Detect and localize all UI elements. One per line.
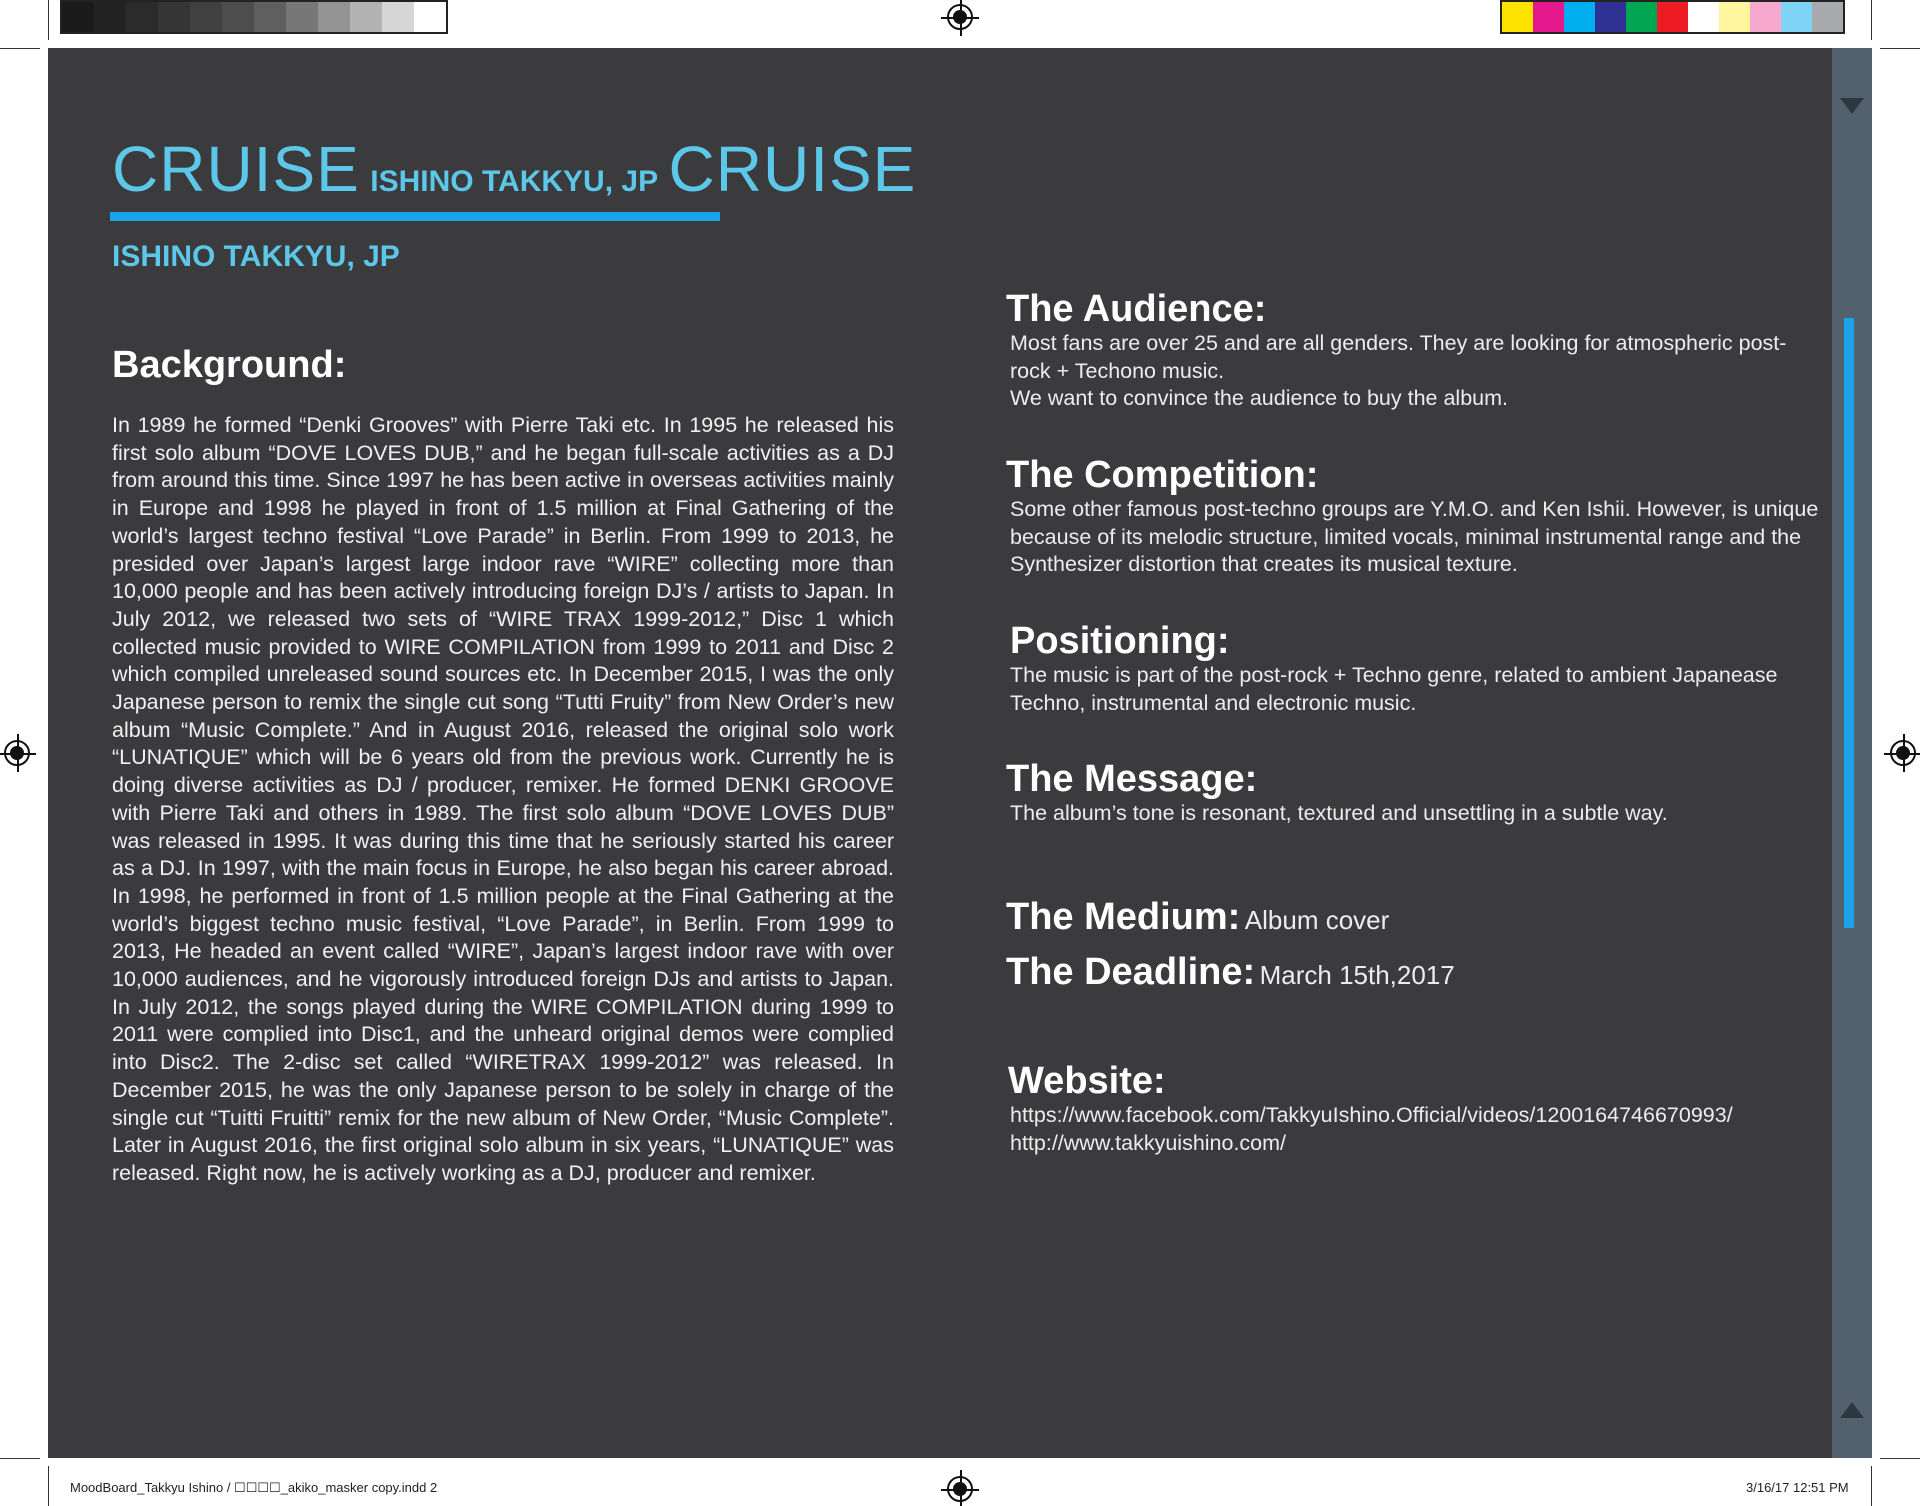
- color-swatch: [1812, 2, 1843, 32]
- message-heading: The Message:: [1006, 758, 1258, 800]
- competition-heading: The Competition:: [1006, 454, 1319, 496]
- page-subtitle: ISHINO TAKKYU, JP: [112, 240, 400, 273]
- medium-value: Album cover: [1244, 905, 1390, 935]
- crop-mark: [1871, 1466, 1872, 1506]
- color-swatch: [1750, 2, 1781, 32]
- message-section: [1006, 758, 1826, 828]
- website-url-facebook[interactable]: https://www.facebook.com/TakkyuIshino.Official/videos/1200164746670993/: [1010, 1103, 1733, 1127]
- background-body: In 1989 he formed “Denki Grooves” with Pierre Taki etc. In 1995 he released his first solo album “DOVE LOVES DUB,” and he began full-scale activities as a DJ from around this time. Since 1997 he has been active in overseas activities mainly in Europe and 1998 he played in front of 1.5 million at Final Gathering of the world’s largest techno festival “Love Parade” in Berlin. From 1999 to 2013, he presided over Japan’s largest large indoor rave “WIRE” collecting more than 10,000 people and has been actively introducing foreign DJ’s / artists to Japan. In July 2012, we released two sets of “WIRE TRAX 1999-2012,” Disc 1 which collected music provided to WIRE COMPILATION from 1999 to 2011 and Disc 2 which compiled unreleased sound sources etc. In December 2015, I was the only Japanese person to remix the single cut song “Tutti Fruity” from New Order’s new album “Music Complete.” And in August 2016, released the original solo work “LUNATIQUE” which will be 6 years old from the previous work. Currently he is doing diverse activities as DJ / producer, remixer. He formed DENKI GROOVE with Pierre Taki and others in 1989. The first solo album “DOVE LOVES DUB” was released in 1995. It was during this time that he seriously started his career as a DJ. In 1997, with the main focus in Europe, he also began his career abroad. In 1998, he performed in front of 1.5 million people at the Final Gathering at the world’s biggest techno music festival, “Love Parade”, in Berlin. From 1999 to 2013, He headed an event called “WIRE”, Japan’s largest indoor rave with over 10,000 audiences, and he vigorously introduced foreign DJs and artists to Japan. In July 2012, the songs played during the WIRE COMPILATION during 1999 to 2011 were complied into Disc1, and the unheard original demos were complied into Disc2. The 2-disc set called “WIRETRAX 1999-2012” was released. In December 2015, he was the only Japanese person to be solely in charge of the single cut “Tuitti Fruitti” remix for the new album of New Order, “Music Complete”. Later in August 2016, the first original solo album in six years, “LUNATIQUE” was released. Right now, he is actively working as a DJ, producer and remixer.: [112, 413, 894, 1185]
- color-swatch: [1595, 2, 1626, 32]
- color-swatch: [1564, 2, 1595, 32]
- registration-mark-right: [1890, 740, 1916, 766]
- message-body: The album’s tone is resonant, textured and unsettling in a subtle way.: [1010, 801, 1668, 825]
- competition-section: [1006, 454, 1826, 579]
- background-heading: Background:: [112, 344, 347, 386]
- gray-swatch: [190, 2, 222, 32]
- gray-swatch: [350, 2, 382, 32]
- deadline-label: The Deadline:: [1006, 951, 1256, 993]
- gray-swatch: [94, 2, 126, 32]
- gray-swatch: [62, 2, 94, 32]
- gray-swatch: [254, 2, 286, 32]
- audience-heading: The Audience:: [1006, 288, 1267, 330]
- gray-swatch: [126, 2, 158, 32]
- color-swatch: [1688, 2, 1719, 32]
- website-heading: Website:: [1008, 1060, 1166, 1102]
- positioning-body: The music is part of the post-rock + Techno genre, related to ambient Japanease Techno, instrumental and electronic music.: [1010, 663, 1778, 715]
- grayscale-calibration-bar: [60, 0, 448, 34]
- registration-mark-bottom: [947, 1476, 973, 1502]
- website-url-official[interactable]: http://www.takkyuishino.com/: [1010, 1130, 1287, 1155]
- title-artist: ISHINO TAKKYU, JP: [370, 165, 659, 198]
- crop-mark: [1880, 1458, 1920, 1459]
- color-swatch: [1502, 2, 1533, 32]
- gray-swatch: [286, 2, 318, 32]
- deadline-line: [1006, 951, 1455, 994]
- color-calibration-bar: [1500, 0, 1845, 34]
- crop-mark: [1880, 48, 1920, 49]
- slug-filename: MoodBoard_Takkyu Ishino / ☐☐☐☐_akiko_masker copy.indd 2: [70, 1480, 438, 1495]
- title-repeat: CRUISE: [668, 133, 917, 205]
- color-swatch: [1626, 2, 1657, 32]
- moodboard-page: [48, 48, 1872, 1458]
- gray-swatch: [414, 2, 446, 32]
- accent-strip: [1844, 318, 1854, 928]
- gray-swatch: [222, 2, 254, 32]
- positioning-section: [1006, 620, 1826, 717]
- page-title: [112, 132, 916, 206]
- title-main: CRUISE: [112, 133, 360, 205]
- registration-mark-top: [947, 4, 973, 30]
- website-section: [1006, 1060, 1826, 1157]
- crop-mark: [0, 1458, 40, 1459]
- gray-swatch: [382, 2, 414, 32]
- deadline-value: March 15th,2017: [1259, 960, 1455, 990]
- medium-line: [1006, 896, 1389, 939]
- triangle-down-icon: [1840, 98, 1864, 114]
- competition-body: Some other famous post-techno groups are Y.M.O. and Ken Ishii. However, is unique because of its melodic structure, limited vocals, minimal instrumental range and the Synthesizer distortion that creates its musical texture.: [1010, 497, 1819, 576]
- crop-mark: [48, 1466, 49, 1506]
- audience-section: [1006, 288, 1826, 413]
- crop-mark: [0, 48, 40, 49]
- title-underline: [110, 212, 720, 221]
- positioning-heading: Positioning:: [1010, 620, 1230, 662]
- color-swatch: [1719, 2, 1750, 32]
- crop-mark: [48, 0, 49, 40]
- medium-label: The Medium:: [1006, 896, 1241, 938]
- gray-swatch: [318, 2, 350, 32]
- slug-timestamp: 3/16/17 12:51 PM: [1746, 1480, 1849, 1495]
- color-swatch: [1781, 2, 1812, 32]
- crop-mark: [1871, 0, 1872, 40]
- audience-line-1: Most fans are over 25 and are all genders. They are looking for atmospheric post-rock + Techono music.: [1010, 331, 1787, 383]
- color-swatch: [1657, 2, 1688, 32]
- triangle-up-icon: [1840, 1402, 1864, 1418]
- audience-line-2: We want to convince the audience to buy the album.: [1010, 386, 1508, 410]
- gray-swatch: [158, 2, 190, 32]
- color-swatch: [1533, 2, 1564, 32]
- registration-mark-left: [4, 740, 30, 766]
